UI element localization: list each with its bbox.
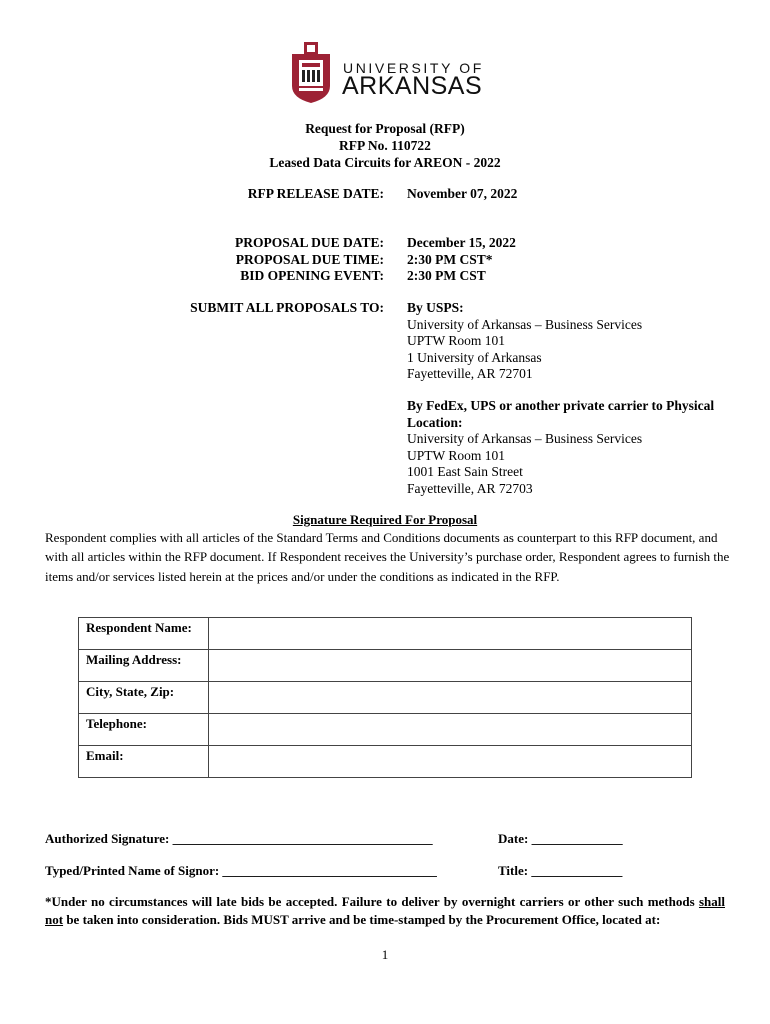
title-line-1: Request for Proposal (RFP): [305, 121, 465, 136]
fedex-line: 1001 East Sain Street: [407, 464, 523, 479]
table-row: [79, 746, 692, 778]
rfp-title-block: [0, 120, 770, 171]
fedex-address: [407, 398, 747, 497]
usps-address: [407, 300, 747, 383]
usps-line: Fayetteville, AR 72701: [407, 366, 533, 381]
city-state-zip-label: City, State, Zip:: [79, 682, 209, 714]
printed-name-line[interactable]: Typed/Printed Name of Signor: _________________________________: [45, 863, 437, 878]
page-number: 1: [381, 947, 389, 962]
telephone-field[interactable]: [209, 714, 692, 746]
table-row: [79, 714, 692, 746]
table-row: [79, 618, 692, 650]
university-logo: [290, 42, 484, 104]
due-time-value: 2:30 PM CST*: [407, 251, 493, 267]
old-main-shield-icon: [290, 42, 332, 104]
signature-heading: Signature Required For Proposal: [292, 512, 478, 527]
telephone-label: Telephone:: [79, 714, 209, 746]
signature-paragraph: Respondent complies with all articles of the Standard Terms and Conditions documents as counterpart to this RFP document, and with all articles within the RFP document. If Respondent receives the University’s purchase order, Respondent agrees to furnish the items and/or services listed herein at the prices and/or under the conditions as indicated in the RFP.: [45, 530, 730, 584]
bid-opening-label: BID OPENING EVENT:: [240, 268, 384, 283]
usps-line: University of Arkansas – Business Services: [407, 316, 643, 332]
email-field[interactable]: [209, 746, 692, 778]
bid-opening-value: 2:30 PM CST: [407, 268, 486, 283]
due-block: [0, 235, 770, 285]
logo-arkansas: ARKANSAS: [342, 72, 483, 100]
respondent-table: [78, 617, 692, 778]
title-line-3: Leased Data Circuits for AREON - 2022: [269, 155, 501, 170]
fedex-line: Fayetteville, AR 72703: [407, 480, 533, 496]
respondent-name-label: Respondent Name:: [79, 618, 209, 650]
late-bid-note: [45, 893, 725, 928]
usps-line: UPTW Room 101: [407, 333, 506, 348]
title-line-2: RFP No. 110722: [339, 138, 431, 153]
note-part-2: be taken into consideration. Bids MUST arrive and be time-stamped by the Procurement Office, located at:: [63, 911, 661, 927]
table-row: [79, 650, 692, 682]
city-state-zip-field[interactable]: [209, 682, 692, 714]
mailing-address-field[interactable]: [209, 650, 692, 682]
respondent-name-field[interactable]: [209, 618, 692, 650]
usps-line: 1 University of Arkansas: [407, 349, 542, 365]
fedex-heading-1: By FedEx, UPS or another private carrier to Physical: [407, 398, 715, 413]
table-row: [79, 682, 692, 714]
email-label: Email:: [79, 746, 209, 778]
note-emphasis: shall not: [45, 894, 725, 927]
usps-heading: By USPS:: [407, 300, 464, 315]
due-date-value: December 15, 2022: [407, 235, 516, 250]
date-line[interactable]: Date: ______________: [498, 831, 623, 846]
logo-university-of: UNIVERSITY OF: [343, 60, 484, 76]
submit-block: [0, 300, 770, 500]
fedex-heading-2: Location:: [407, 414, 463, 430]
due-time-label: PROPOSAL DUE TIME:: [235, 251, 384, 267]
title-line[interactable]: Title: ______________: [498, 863, 623, 878]
due-date-label: PROPOSAL DUE DATE:: [234, 235, 384, 250]
fedex-line: University of Arkansas – Business Services: [407, 431, 643, 446]
mailing-address-label: Mailing Address:: [79, 650, 209, 682]
release-date-label: RFP RELEASE DATE:: [247, 186, 384, 201]
note-part-1: *Under no circumstances will late bids be accepted. Failure to deliver by overnight carriers or other such methods: [45, 894, 699, 909]
authorized-signature-line[interactable]: Authorized Signature: ________________________________________: [45, 831, 433, 846]
submit-label: SUBMIT ALL PROPOSALS TO:: [190, 300, 384, 315]
release-date-value: November 07, 2022: [407, 186, 518, 201]
fedex-line: UPTW Room 101: [407, 447, 506, 463]
